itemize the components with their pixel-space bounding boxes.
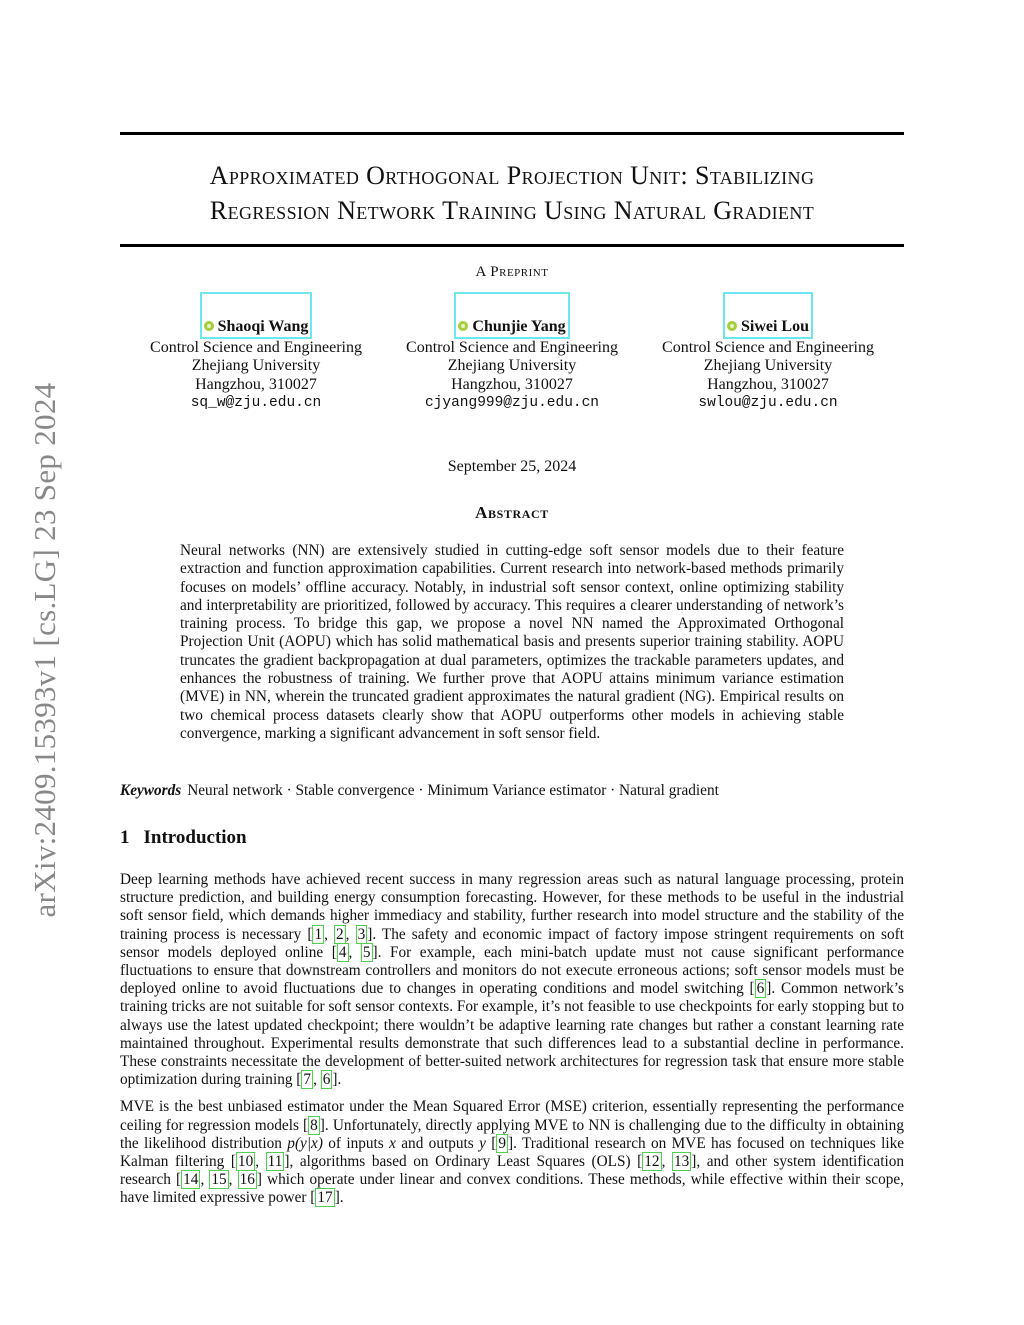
text-run: and outputs — [395, 1134, 480, 1152]
paper-title — [120, 158, 904, 228]
paragraph-1 — [120, 871, 904, 1089]
arxiv-identifier — [20, 355, 70, 945]
text-run: ]. Unfortunately, directly applying MVE to NN is challenging due to the difficulty in obtaining the likelihood distribution — [120, 1116, 904, 1152]
citation-link[interactable]: 11 — [267, 1153, 283, 1171]
text-run: ] which operate under linear and convex conditions. These methods, while effective within their scope, have limited expressive power [ — [120, 1171, 904, 1207]
citation-link[interactable]: 3 — [357, 925, 366, 943]
text-run: MVE is the best unbiased estimator under the Mean Squared Error (MSE) criterion, essentially representing the performance ceiling for regression models [ — [120, 1098, 904, 1134]
author-3-dept: Control Science and Engineering — [662, 338, 874, 356]
text-run: , — [324, 925, 335, 943]
author-1-univ: Zhejiang University — [191, 357, 321, 374]
text-run: , — [313, 1071, 321, 1089]
text-run: ]. Common network’s training tricks are not suitable for soft sensor contexts. For example, it’s not feasible to use checkpoints for early stopping but to always use the latest updated checkpoint; there wouldn’t be adaptive learning rate changes but rather a constant learning rate maintained throughout. Experimental results demonstrate that such differences lead to a substantial decline in performance. These constraints necessitate the development of better-suited network architectures for regression task that ensure more stable optimization during training [ — [120, 980, 904, 1089]
text-run: ]. The safety and economic impact of factory impose stringent requirements on soft sensor models deployed online [ — [120, 925, 904, 961]
arxiv-identifier-text: arXiv:2409.15393v1 [cs.LG] 23 Sep 2024 — [27, 382, 62, 918]
author-2-link[interactable] — [454, 292, 569, 339]
text-run: , — [348, 943, 361, 961]
text-run: [ — [485, 1134, 497, 1152]
citation-link[interactable]: 10 — [237, 1153, 254, 1171]
paper-title-line-2: Regression Network Training Using Natural Gradient — [209, 196, 815, 225]
citation-link[interactable]: 4 — [338, 943, 347, 961]
author-1-city: Hangzhou, 310027 — [195, 375, 317, 393]
paragraph-2 — [120, 1098, 904, 1207]
author-3 — [638, 292, 898, 413]
author-1-dept: Control Science and Engineering — [150, 338, 362, 356]
citation-link[interactable]: 8 — [310, 1116, 318, 1134]
orcid-icon[interactable] — [458, 321, 468, 331]
citation-link[interactable]: 16 — [239, 1171, 255, 1189]
author-1-link[interactable] — [200, 292, 313, 339]
text-run: ]. — [334, 1189, 344, 1207]
abstract-heading: Abstract — [475, 503, 549, 522]
citation-link[interactable]: 14 — [183, 1171, 199, 1189]
citation-link[interactable]: 7 — [303, 1071, 312, 1089]
citation-link[interactable]: 9 — [498, 1134, 506, 1152]
text-run: , — [661, 1153, 672, 1171]
text-run: , — [228, 1171, 238, 1189]
citation-link[interactable]: 5 — [362, 943, 371, 961]
abstract-text: Neural networks (NN) are extensively studied in cutting-edge soft sensor models due to their feature extraction and function approximation capabilities. Current research into network-based methods primarily focuses on models’ offline accuracy. Notably, in industrial soft sensor context, online optimizing stability and interpretability are prioritized, followed by accuracy. This requires a clearer understanding of network’s training process. To bridge this gap, we propose a novel NN named the Approximated Orthogonal Projection Unit (AOPU) which has solid mathematical basis and presents superior training stability. AOPU truncates the gradient backpropagation at dual parameters, optimizes the trackable parameters updates, and enhances the robustness of training. We further prove that AOPU attains minimum variance estimation (MVE) in NN, wherein the truncated gradient approximates the natural gradient (NG). Empirical results on two chemical process datasets clearly show that AOPU outperforms other models in achieving stable convergence, marking a significant advancement in soft sensor field. — [180, 542, 844, 742]
author-1 — [126, 292, 386, 413]
text-run: ]. For example, each mini-batch update must not cause significant performance fluctuations to ensure that downstream controllers and monitors do not execute erroneous actions; soft sensor models must be deployed online to avoid fluctuations due to changes in operating conditions and model switching [ — [120, 943, 904, 998]
section-title: Introduction — [143, 827, 247, 848]
orcid-icon[interactable] — [727, 321, 737, 331]
author-2-name: Chunjie Yang — [472, 318, 566, 335]
text-run: , — [255, 1153, 266, 1171]
publication-date: September 25, 2024 — [447, 458, 577, 475]
title-top-rule — [120, 132, 904, 135]
math-variable: x — [389, 1134, 396, 1152]
author-3-name: Siwei Lou — [740, 318, 809, 335]
citation-link[interactable]: 17 — [317, 1189, 333, 1207]
author-3-email[interactable]: swlou@zju.edu.cn — [698, 395, 838, 411]
citation-link[interactable]: 15 — [211, 1171, 227, 1189]
author-2-univ: Zhejiang University — [447, 357, 577, 374]
citation-link[interactable]: 2 — [336, 925, 344, 943]
text-run: ]. Traditional research on MVE has focused on techniques like Kalman filtering [ — [120, 1134, 905, 1171]
citation-link[interactable]: 12 — [644, 1153, 660, 1171]
author-2-email[interactable]: cjyang999@zju.edu.cn — [424, 395, 600, 411]
citation-link[interactable]: 13 — [673, 1153, 690, 1171]
text-run: ]. — [332, 1071, 342, 1089]
title-bottom-rule — [120, 244, 904, 247]
keywords-text: Neural network · Stable convergence · Minimum Variance estimator · Natural gradient — [187, 782, 719, 799]
math-variable: y — [479, 1134, 486, 1152]
text-run: , — [345, 925, 356, 943]
author-3-city: Hangzhou, 310027 — [707, 375, 829, 393]
author-2-dept: Control Science and Engineering — [406, 338, 618, 356]
section-heading — [120, 827, 904, 849]
author-2-city: Hangzhou, 310027 — [451, 375, 573, 393]
author-3-link[interactable] — [723, 292, 813, 339]
preprint-label: A Preprint — [475, 264, 549, 280]
introduction-body — [120, 871, 904, 1217]
author-block — [0, 292, 1024, 422]
keywords-label: Keywords — [120, 782, 182, 799]
text-run: of inputs — [322, 1134, 390, 1152]
citation-link[interactable]: 6 — [322, 1071, 331, 1089]
author-2 — [382, 292, 642, 413]
math-expression: p(y|x) — [287, 1134, 323, 1152]
text-run: ], algorithms based on Ordinary Least Squares (OLS) [ — [284, 1153, 643, 1171]
text-run: ], and other system identification research [ — [120, 1153, 904, 1189]
citation-link[interactable]: 6 — [756, 980, 765, 998]
author-1-name: Shaoqi Wang — [217, 318, 309, 335]
keywords — [120, 782, 904, 800]
text-run: Deep learning methods have achieved recent success in many regression areas such as natural language processing, protein structure prediction, and building energy consumption forecasting. However, for these methods to be useful in the industrial soft sensor field, which demands higher immediacy and stability, further research into model structure and the stability of the training process is necessary [ — [120, 871, 904, 943]
author-1-email[interactable]: sq_w@zju.edu.cn — [190, 395, 322, 411]
section-number: 1 — [120, 827, 130, 848]
orcid-icon[interactable] — [204, 321, 214, 331]
text-run: , — [200, 1171, 210, 1189]
paper-title-line-1: Approximated Orthogonal Projection Unit: Stabilizing — [209, 161, 815, 190]
author-3-univ: Zhejiang University — [703, 357, 833, 374]
citation-link[interactable]: 1 — [314, 925, 323, 943]
